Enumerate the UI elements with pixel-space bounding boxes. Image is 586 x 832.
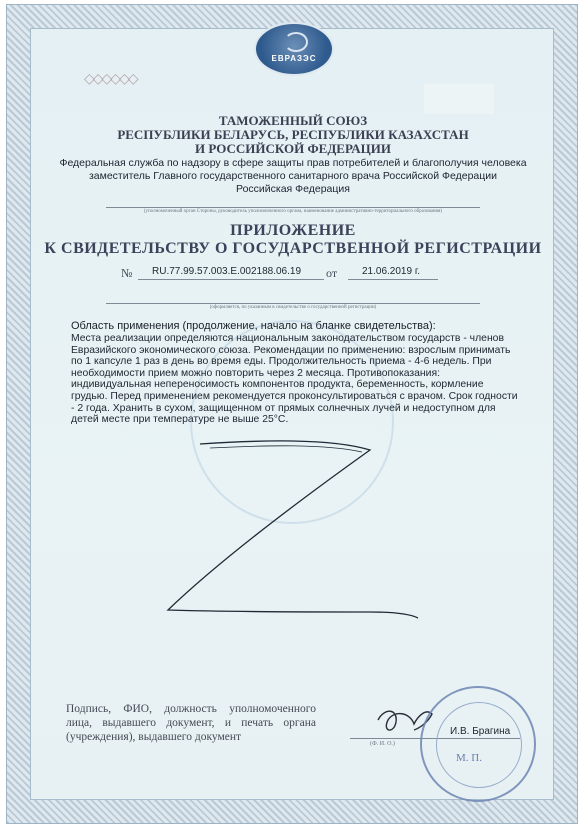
scope-text: Места реализации определяются национальным законодательством государств - членов Евразийского экономического союза. Рекомендации по применению: взрослым принимать по 1 капсуле 1 раз в день во время еды. Продолжительность приема - 4-6 недель. При необходимости прием можно повторить через 2 месяца. Противопоказания: индивидуальная непереносимость компонентов продукта, беременность, кормление грудью. Перед применением рекомендуется проконсультироваться с врачом. Срок годности - 2 года. Хранить в сухом, защищенном от прямых солнечных лучей и недоступном для детей месте при температуре не выше 25°С. xyxy=(71,333,518,426)
title-line1: ПРИЛОЖЕНИЕ xyxy=(230,222,356,239)
signatory-caption: (Ф. И. О.) xyxy=(370,741,395,747)
union-title-line1: ТАМОЖЕННЫЙ СОЮЗ xyxy=(218,113,368,128)
logo-text: ЕВРАЗЭС xyxy=(271,54,317,63)
signatory-name: И.В. Брагина xyxy=(450,726,511,737)
union-title-line2: РЕСПУБЛИКИ БЕЛАРУСЬ, РЕСПУБЛИКИ КАЗАХСТАН xyxy=(117,127,469,142)
certificate-caption: (оформляется, по указанным в свидетельстве о государственной регистрации) xyxy=(209,305,377,310)
stamp-mark: М. П. xyxy=(456,752,482,764)
scope-title: Область применения (продолжение, начало на бланке свидетельства): xyxy=(71,320,436,332)
authority-line2: заместитель Главного государственного санитарного врача Российской Федерации xyxy=(88,170,498,182)
number-label: № xyxy=(121,266,133,280)
title-line2: К СВИДЕТЕЛЬСТВУ О ГОСУДАРСТВЕННОЙ РЕГИСТРАЦИИ xyxy=(44,240,542,257)
official-stamp xyxy=(420,686,536,802)
union-title-line3: И РОССИЙСКОЙ ФЕДЕРАЦИИ xyxy=(195,141,391,156)
signature-label: Подпись, ФИО, должность уполномоченного лица, выдавшего документ, и печать органа (учреждения), выдавшего документ xyxy=(66,703,316,743)
stamp-emblem-ring xyxy=(436,702,522,788)
certificate-number: RU.77.99.57.003.E.002188.06.19 xyxy=(152,266,302,277)
date-label: от xyxy=(326,266,338,280)
authority-caption: (уполномоченный орган Стороны, руководитель уполномоченного органа, наименование административно-территориального образования) xyxy=(143,209,443,214)
security-pattern-icon: ◇◇◇◇◇◇ xyxy=(84,70,137,86)
authority-line3: Российская Федерация xyxy=(236,183,350,195)
authority-line1: Федеральная служба по надзору в сфере защиты прав потребителей и благополучия человека xyxy=(59,157,527,169)
certificate-date: 21.06.2019 г. xyxy=(362,266,421,277)
